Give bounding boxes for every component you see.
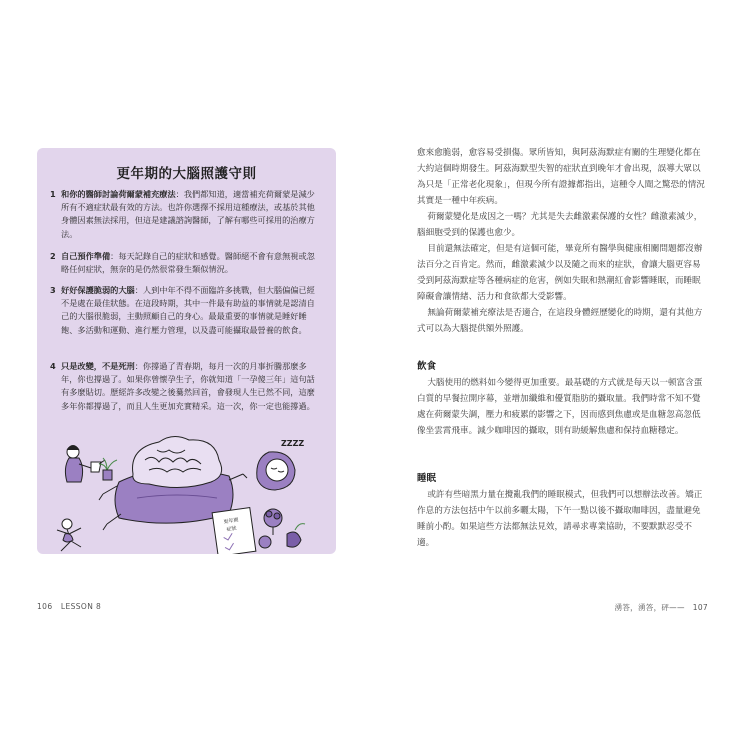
page-folio-left <box>37 602 101 611</box>
tip-2 <box>50 250 322 276</box>
section-heading-diet: 飲食 <box>417 361 437 372</box>
page-number: 106 <box>37 602 53 611</box>
tip-4 <box>50 360 322 413</box>
tip-3 <box>50 284 322 337</box>
tip-1 <box>50 188 322 241</box>
section-heading-sleep: 睡眠 <box>417 473 437 484</box>
tip-heading: 好好保護脆弱的大腦 <box>61 285 135 295</box>
sleeping-face-icon <box>257 452 295 490</box>
page-folio-right <box>607 602 708 613</box>
lesson-label: LESSON 8 <box>60 602 102 611</box>
tip-number: 4 <box>50 361 56 371</box>
page-number: 107 <box>692 603 708 612</box>
body-paragraph: 目前還無法確定，但是有這個可能，畢竟所有醫學與健康相關問題都沒辦法百分之百肯定。然而，雌激素減少以及隨之而來的症狀，會讓大腦更容易受到阿茲海默症等各種病症的危害，例如失眠和熱潮紅會影響睡眠，而睡眠障礙會讓情緒、活力和食欲都大受影響。 <box>417 244 703 302</box>
brain-icon <box>133 436 222 487</box>
body-paragraph: 愈來愈脆弱，愈容易受損傷。眾所皆知，與阿茲海默症有關的生理變化都在大約這個時期發生。阿茲海默型失智的症狀直到晚年才會出現，誤導大眾以為只是「正常老化現象」，但現今所有證據都指出，這種令人聞之驚恐的情況其實是一種中年疾病。 <box>417 148 705 206</box>
right-page <box>375 0 750 750</box>
woman-watering-plant-icon <box>65 446 117 483</box>
body-paragraph: 無論荷爾蒙補充療法是否適合，在這段身體經歷變化的時期，還有其他方式可以為大腦提供額外照護。 <box>417 308 703 334</box>
tip-number: 3 <box>50 285 56 295</box>
vegetables-icon <box>259 509 305 548</box>
tip-text: ：我們都知道，適當補充荷爾蒙是減少所有不適症狀最有效的方法。也許你選擇不採用這種療法，或基於其他身體因素無法採用，但這是建議諮詢醫師，了解有哪些可採用的治療方法。 <box>61 189 315 239</box>
brain-care-tips-box <box>37 148 336 554</box>
checklist-line-2: 症狀 <box>226 525 237 533</box>
zzz-text: ZZZZ <box>281 439 305 448</box>
brain-pillow-illustration <box>37 430 336 554</box>
tip-heading: 自己預作準備 <box>61 251 111 261</box>
body-paragraph: 或許有些暗黑力量在攪亂我們的睡眠模式，但我們可以想辦法改善。矯正作息的方法包括中午以前多曬太陽，下午一點以後不攝取咖啡因，盡量避免睡前小酌。如果這些方法都無法見效，請尋求專業協助，不要默默忍受不適。 <box>417 490 703 548</box>
checklist-line-1: 更年期 <box>223 517 239 526</box>
running-head: 湧答，湧答，砰—— <box>614 603 685 612</box>
tip-heading: 和你的醫師討論荷爾蒙補充療法 <box>61 189 176 199</box>
box-title: 更年期的大腦照護守則 <box>116 166 257 182</box>
dancing-figure-icon <box>57 519 81 551</box>
tip-heading: 只是改變，不是死刑 <box>61 361 135 371</box>
tip-text: ：人到中年不得不面臨許多挑戰，但大腦偏偏已經不是處在最佳狀態。在這段時期，其中一件最有助益的事情就是認清自己的大腦很脆弱，主動照顧自己的身心。最最重要的事情就是睡好睡飽、多活動和運動、進行壓力管理，以及盡可能攝取最營養的飲食。 <box>61 285 315 335</box>
tip-number: 1 <box>50 189 56 199</box>
body-paragraph: 荷爾蒙變化是成因之一嗎？尤其是失去雌激素保護的女性？雌激素減少，腦細胞受到的保護也愈少。 <box>417 212 703 238</box>
tip-text: ：你撐過了青春期，每月一次的月事折騰那麼多年，你也撐過了。如果你曾懷孕生子，你就知道「一孕傻三年」這句話有多麼貼切。歷經許多改變之後驀然回首，會發現人生已然不同，這麼多年你都撐過了，而且人生更加充實精采。這一次，你一定也能撐過。 <box>61 361 315 411</box>
body-paragraph: 大腦使用的燃料如今變得更加重要。最基礎的方式就是每天以一顿富含蛋白質的早餐拉開序幕，並增加纖維和優質脂肪的攝取量。我們時常不知不覺處在荷爾蒙失調，壓力和疲累的影響之下，因而感到焦慮或是血糖忽高忽低像坐雲霄飛車。減少咖啡因的攝取，則有助緩解焦慮和保持血糖穩定。 <box>417 378 703 436</box>
tip-number: 2 <box>50 251 56 261</box>
tip-text: ：每天記錄自己的症狀和感覺。醫師絕不會有意無視或忽略任何症狀，無奈的是仍然很常發生類似情況。 <box>61 251 315 275</box>
